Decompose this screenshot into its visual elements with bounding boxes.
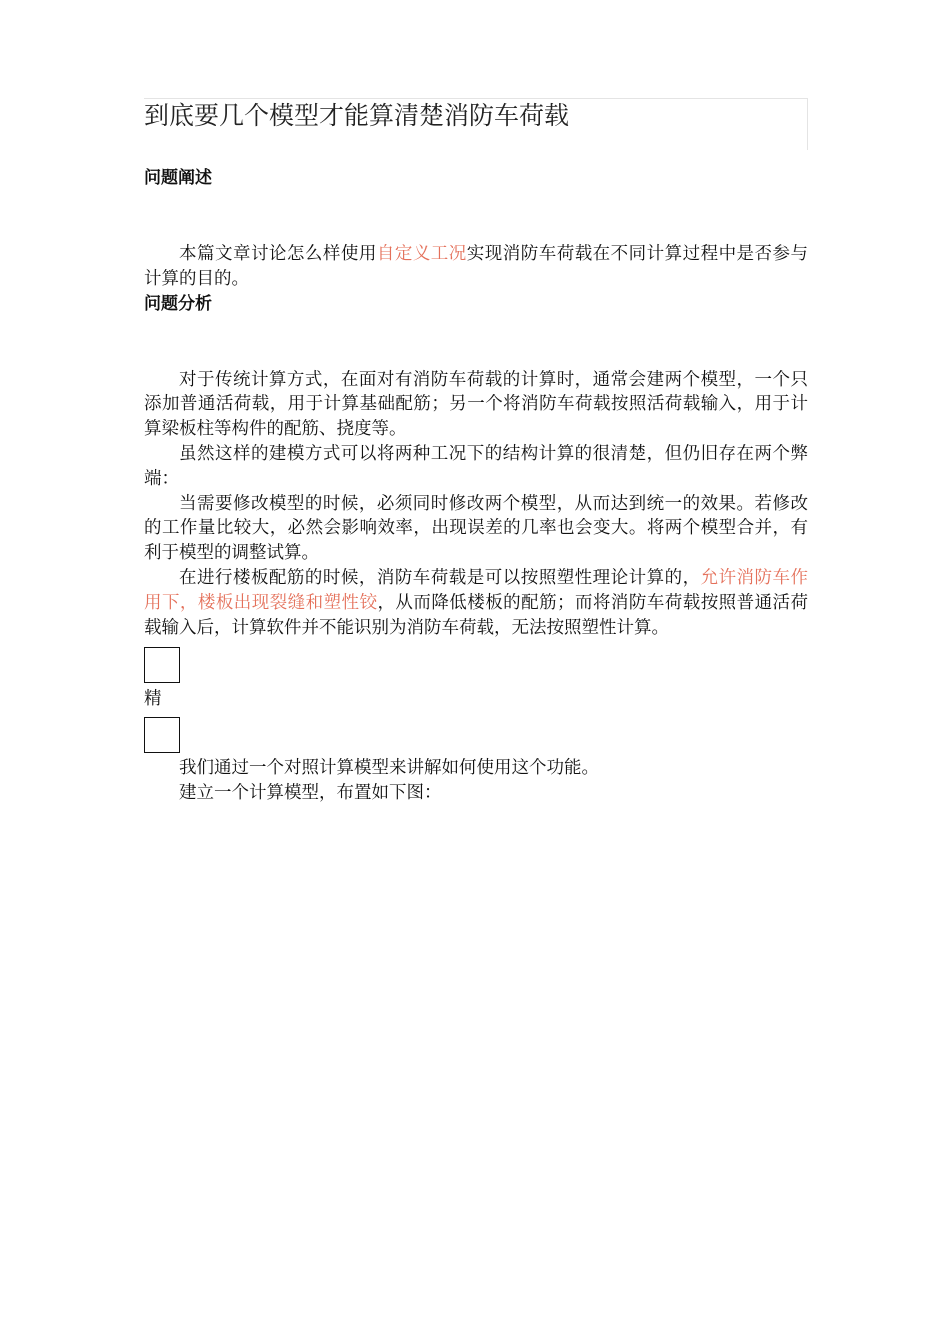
drawback-2-text-b: ，从而降低楼板的配筋；而将消防车荷载按照普通活荷载输入后，计算软件并不能识别为消防车荷载，无法按照塑性计算。 bbox=[144, 592, 809, 638]
checkbox-box-2[interactable] bbox=[144, 717, 180, 753]
page-title: 到底要几个模型才能算清楚消防车荷载 bbox=[144, 101, 570, 130]
paragraph-drawback-2 bbox=[144, 566, 808, 640]
highlight-plastic-hinge: 允许消防车作用下，楼板出现裂缝和塑性铰 bbox=[144, 567, 809, 613]
paragraph-traditional: 对于传统计算方式，在面对有消防车荷载的计算时，通常会建两个模型，一个只添加普通活荷载，用于计算基础配筋；另一个将消防车荷载按照活荷载输入，用于计算梁板柱等构件的配筋、挠度等。 bbox=[144, 369, 808, 440]
highlight-custom-case: 自定义工况 bbox=[376, 244, 467, 264]
paragraph-drawback-1: 当需要修改模型的时候，必须同时修改两个模型，从而达到统一的效果。若修改的工作量比较大，必然会影响效率，出现误差的几率也会变大。将两个模型合并，有利于模型的调整试算。 bbox=[144, 493, 808, 564]
paragraph-drawbacks: 虽然这样的建模方式可以将两种工况下的结构计算的很清楚，但仍旧存在两个弊端： bbox=[144, 443, 808, 489]
paragraph-intro bbox=[144, 242, 808, 292]
label-jing: 精 bbox=[144, 689, 162, 710]
section-heading-problem-analysis: 问题分析 bbox=[144, 293, 212, 314]
section-heading-problem-statement: 问题阐述 bbox=[144, 168, 212, 188]
drawback-2-text-a: 在进行楼板配筋的时候，消防车荷载是可以按照塑性理论计算的， bbox=[179, 567, 701, 588]
checkbox-box-1[interactable] bbox=[144, 647, 180, 683]
document-page bbox=[144, 98, 808, 806]
title-box bbox=[144, 98, 808, 150]
intro-text-a: 本篇文章讨论怎么样使用 bbox=[179, 244, 377, 264]
paragraph-build-model: 建立一个计算模型，布置如下图： bbox=[179, 783, 442, 804]
paragraph-demo-model: 我们通过一个对照计算模型来讲解如何使用这个功能。 bbox=[179, 758, 599, 779]
intro-text-b: 实现消防车荷载在不同计算过程中是否参与计算的目的。 bbox=[144, 244, 809, 289]
